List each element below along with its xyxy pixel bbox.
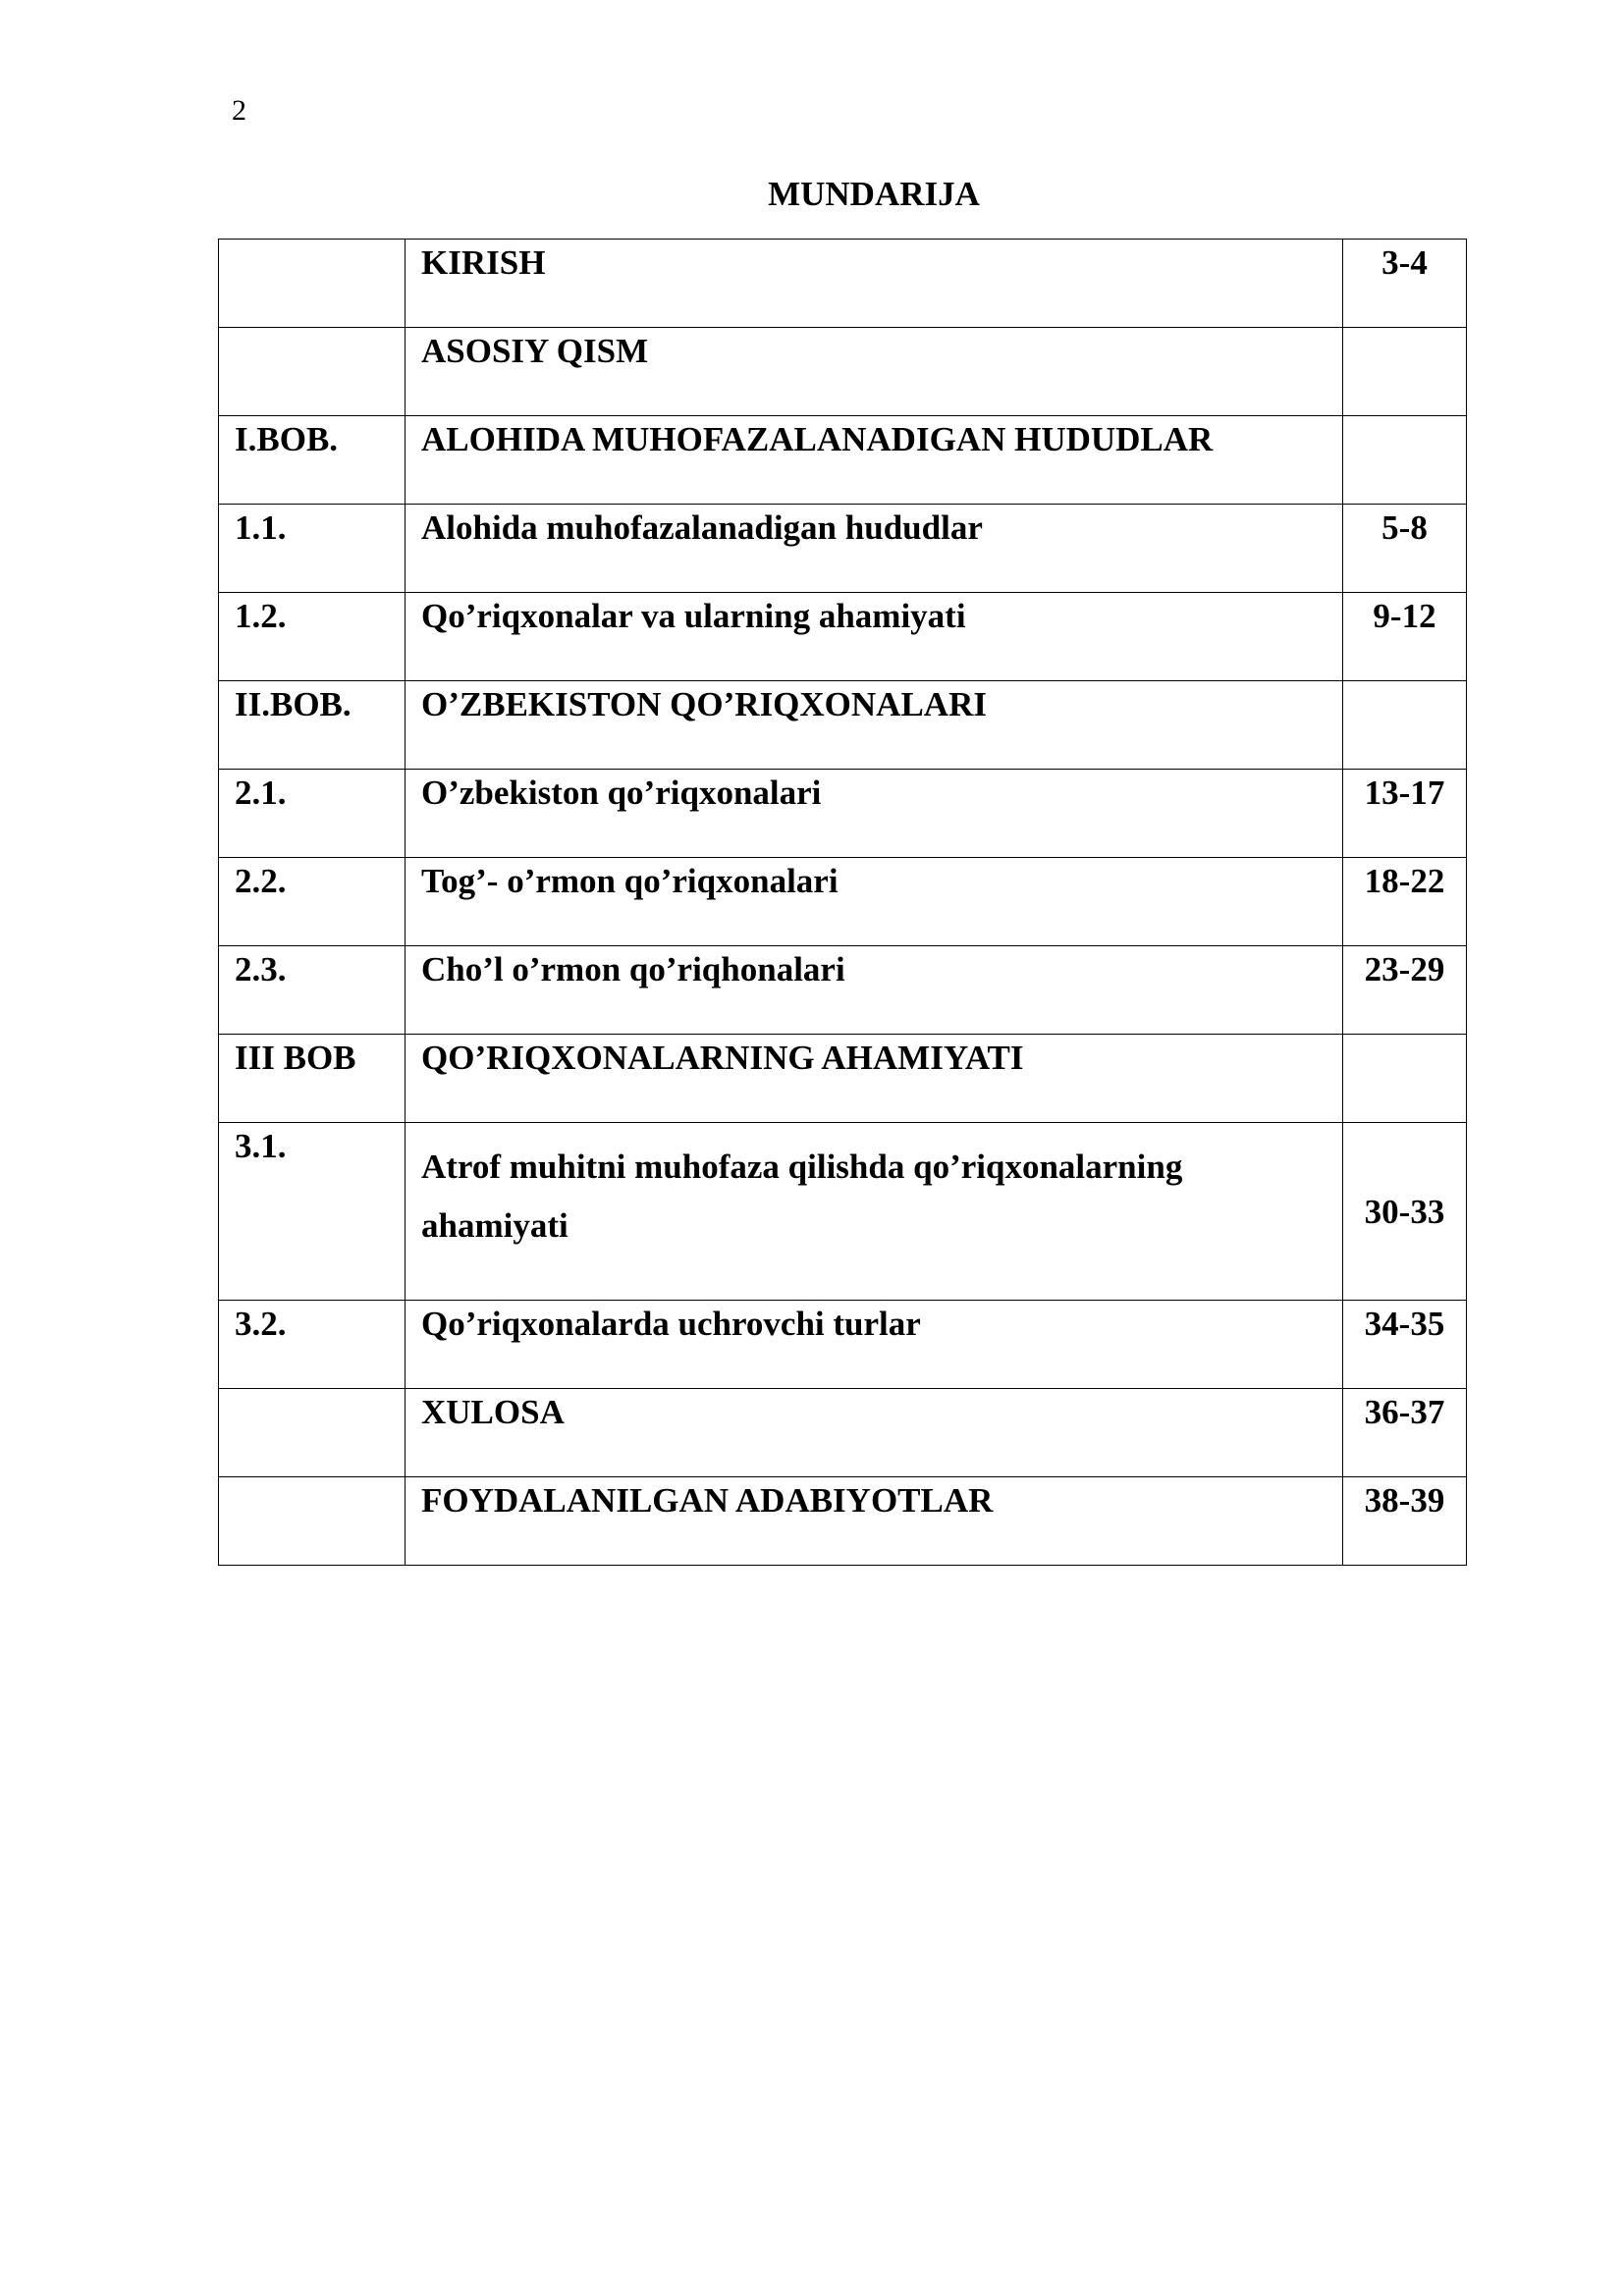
toc-number: 2.3. [219,946,406,1035]
toc-pages: 9-12 [1343,593,1467,681]
toc-title: QO’RIQXONALARNING AHAMIYATI [406,1035,1343,1123]
toc-number [219,1389,406,1477]
toc-title: O’zbekiston qo’riqxonalari [406,770,1343,858]
toc-title: XULOSA [406,1389,1343,1477]
toc-title: Qo’riqxonalar va ularning ahamiyati [406,593,1343,681]
toc-title-line-2: ahamiyati [421,1206,568,1245]
toc-row [219,770,1467,858]
toc-title-line-1: Atrof muhitni muhofaza qilishda qo’riqxonalarning [421,1148,1183,1186]
toc-number [219,1477,406,1566]
table-of-contents [218,239,1467,1566]
toc-pages [1343,328,1467,416]
toc-number: I.BOB. [219,416,406,505]
toc-pages: 18-22 [1343,858,1467,946]
toc-pages: 3-4 [1343,240,1467,328]
toc-title: Alohida muhofazalanadigan hududlar [406,505,1343,593]
toc-title: KIRISH [406,240,1343,328]
toc-number [219,328,406,416]
toc-title: Qo’riqxonalarda uchrovchi turlar [406,1301,1343,1389]
toc-row [219,858,1467,946]
toc-row [219,1123,1467,1301]
toc-pages: 34-35 [1343,1301,1467,1389]
toc-row [219,416,1467,505]
toc-pages: 30-33 [1343,1123,1467,1301]
toc-number: 3.1. [219,1123,406,1301]
toc-row [219,681,1467,770]
toc-title: ASOSIY QISM [406,328,1343,416]
toc-pages [1343,1035,1467,1123]
toc-pages: 23-29 [1343,946,1467,1035]
toc-pages: 5-8 [1343,505,1467,593]
toc-number: 2.2. [219,858,406,946]
toc-pages [1343,681,1467,770]
toc-row [219,1035,1467,1123]
toc-title: Cho’l o’rmon qo’riqhonalari [406,946,1343,1035]
toc-number: II.BOB. [219,681,406,770]
toc-pages: 36-37 [1343,1389,1467,1477]
toc-row [219,240,1467,328]
page-title: MUNDARIJA [768,175,980,213]
page-number: 2 [232,94,246,127]
toc-title: ALOHIDA MUHOFAZALANADIGAN HUDUDLAR [406,416,1343,505]
toc-title: FOYDALANILGAN ADABIYOTLAR [406,1477,1343,1566]
toc-pages [1343,416,1467,505]
toc-number: 1.2. [219,593,406,681]
toc-row [219,593,1467,681]
toc-number [219,240,406,328]
toc-row [219,1389,1467,1477]
toc-number: 2.1. [219,770,406,858]
toc-number: 3.2. [219,1301,406,1389]
toc-pages: 13-17 [1343,770,1467,858]
toc-row [219,946,1467,1035]
toc-row [219,1477,1467,1566]
toc-title [406,1123,1343,1301]
toc-number: III BOB [219,1035,406,1123]
toc-row [219,1301,1467,1389]
toc-row [219,505,1467,593]
toc-row [219,328,1467,416]
toc-title: Tog’- o’rmon qo’riqxonalari [406,858,1343,946]
toc-number: 1.1. [219,505,406,593]
toc-pages: 38-39 [1343,1477,1467,1566]
toc-title: O’ZBEKISTON QO’RIQXONALARI [406,681,1343,770]
